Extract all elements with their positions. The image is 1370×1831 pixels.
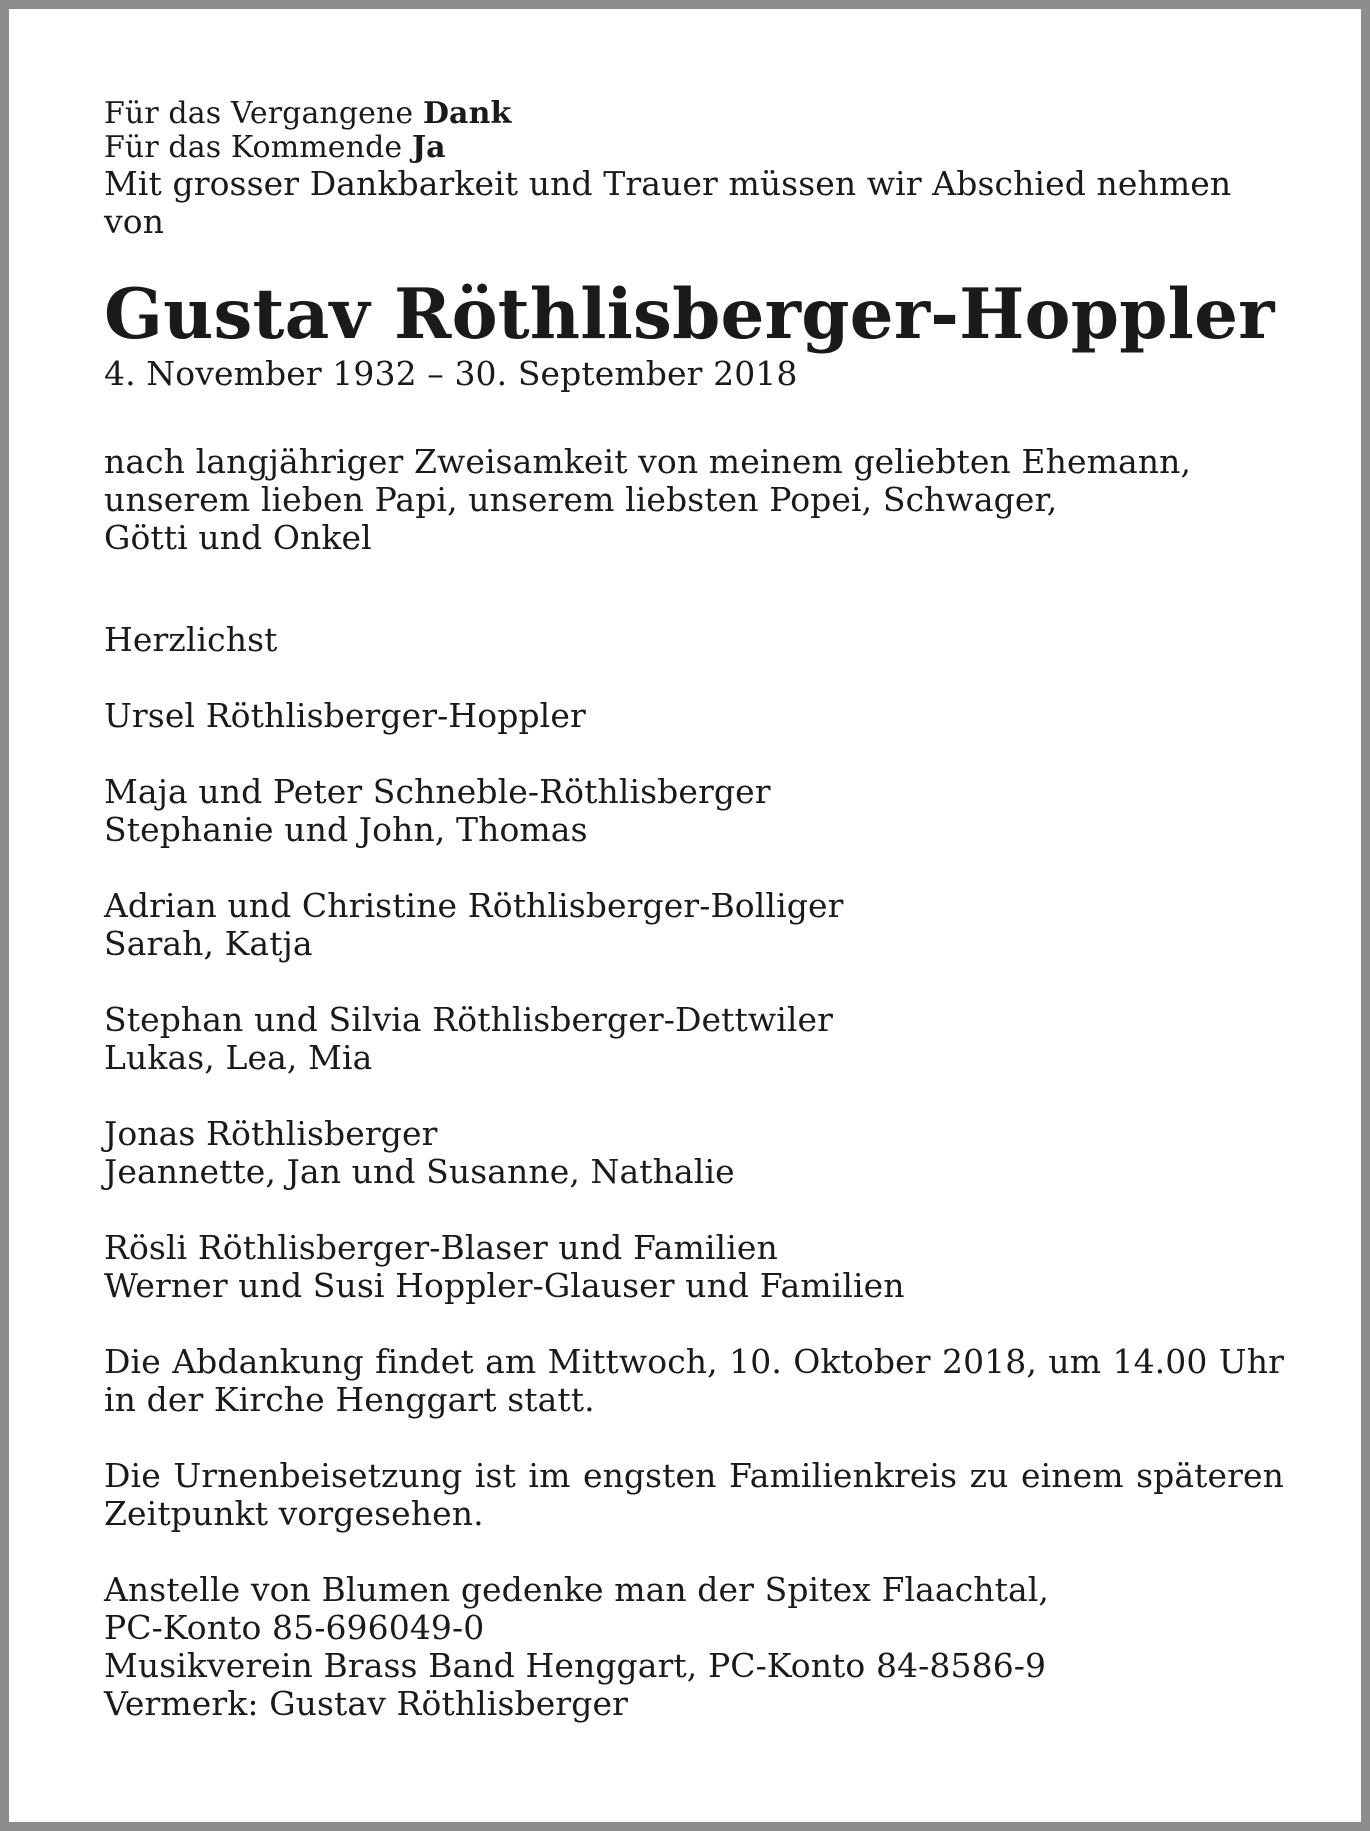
burial-info: Die Urnenbeisetzung ist im engsten Familienkreis zu einem späteren Zeitpunkt vorgesehen. — [104, 1456, 1284, 1533]
family-line: Sarah, Katja — [104, 924, 313, 963]
motto-line-2 — [104, 131, 1284, 165]
family-group-3 — [104, 887, 1284, 963]
motto — [104, 97, 1284, 165]
ceremony-info: Die Abdankung findet am Mittwoch, 10. Oktober 2018, um 14.00 Uhr in der Kirche Henggart statt. — [104, 1342, 1284, 1419]
family-group-5 — [104, 1115, 1284, 1191]
family-line: Adrian und Christine Röthlisberger-Bolliger — [104, 886, 844, 925]
family-line: Maja und Peter Schneble-Röthlisberger — [104, 772, 771, 811]
family-line: Werner und Susi Hoppler-Glauser und Familien — [104, 1266, 905, 1305]
family-group-1 — [104, 697, 1284, 735]
family-line: Lukas, Lea, Mia — [104, 1038, 373, 1077]
description-line: Götti und Onkel — [104, 518, 372, 557]
deceased-name: Gustav Röthlisberger-Hoppler — [104, 274, 1275, 355]
family-line: Rösli Röthlisberger-Blaser und Familien — [104, 1228, 778, 1267]
donation-line: Vermerk: Gustav Röthlisberger — [104, 1684, 628, 1723]
family-line: Stephan und Silvia Röthlisberger-Dettwiler — [104, 1000, 834, 1039]
greeting: Herzlichst — [104, 620, 278, 659]
motto-line-1-emphasis: Dank — [422, 96, 512, 131]
family-line: Ursel Röthlisberger-Hoppler — [104, 696, 586, 735]
family-group-6 — [104, 1229, 1284, 1305]
obituary-content — [104, 97, 1284, 1723]
motto-line-2-emphasis: Ja — [411, 130, 446, 165]
motto-line-1 — [104, 97, 1284, 131]
relationship-description — [104, 443, 1284, 557]
family-line: Jonas Röthlisberger — [104, 1114, 438, 1153]
family-line: Stephanie und John, Thomas — [104, 810, 588, 849]
description-line: unserem lieben Papi, unserem liebsten Popei, Schwager, — [104, 480, 1058, 519]
donation-line: Musikverein Brass Band Henggart, PC-Konto 84-8586-9 — [104, 1646, 1047, 1685]
donation-line: PC-Konto 85-696049-0 — [104, 1608, 485, 1647]
donation-line: Anstelle von Blumen gedenke man der Spitex Flaachtal, — [104, 1570, 1050, 1609]
intro-text: Mit grosser Dankbarkeit und Trauer müssen wir Abschied nehmen von — [104, 164, 1232, 241]
life-dates: 4. November 1932 – 30. September 2018 — [104, 354, 798, 393]
family-group-4 — [104, 1001, 1284, 1077]
family-line: Jeannette, Jan und Susanne, Nathalie — [104, 1152, 735, 1191]
motto-line-1-text: Für das Vergangene — [104, 96, 414, 131]
description-line: nach langjähriger Zweisamkeit von meinem geliebten Ehemann, — [104, 442, 1192, 481]
motto-line-2-text: Für das Kommende — [104, 130, 403, 165]
family-group-2 — [104, 773, 1284, 849]
donation-info — [104, 1571, 1284, 1723]
